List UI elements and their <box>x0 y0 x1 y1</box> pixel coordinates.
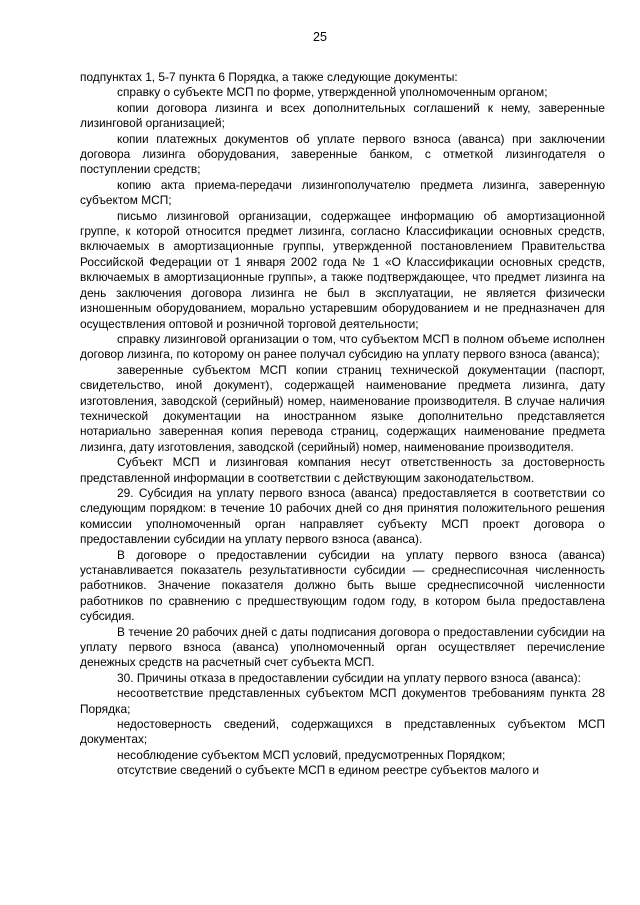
list-item-refusal-unreliable: недостоверность сведений, содержащихся в представленных субъектом МСП документах; <box>80 717 605 747</box>
paragraph-continuation: подпунктах 1, 5-7 пункта 6 Порядка, а также следующие документы: <box>80 70 458 84</box>
list-item-leasing-letter: письмо лизинговой организации, содержащее информацию об амортизационной группе, к которой относится предмет лизинга, согласно Классификации основных средств, включаемых в амортизационные группы, утвержденной постановлением Правительства Российской Федерации от 1 января 2002 года № 1 «О Классификации основных средств, включаемых в амортизационные группы», а также подтверждающее, что предмет лизинга на день заключения договора лизинга не был в эксплуатации, не является физически изношенным оборудованием, морально устаревшим оборудованием и не предназначен для осуществления оптовой и розничной торговой деятельности; <box>80 208 605 331</box>
page-number: 25 <box>313 30 327 44</box>
paragraph-responsibility: Субъект МСП и лизинговая компания несут ответственность за достоверность представленной информации в соответствии с действующим законодательством. <box>80 455 605 485</box>
list-item-acceptance-act: копию акта приема-передачи лизингополучателю предмета лизинга, заверенную субъектом МСП; <box>80 177 605 208</box>
list-item-msp-certificate: справку о субъекте МСП по форме, утвержденной уполномоченным органом; <box>117 85 548 100</box>
document-body <box>80 70 605 779</box>
list-item-leasing-contract-copies: копии договора лизинга и всех дополнительных соглашений к нему, заверенные лизинговой организацией; <box>80 100 605 131</box>
paragraph-clause-30: 30. Причины отказа в предоставлении субсидии на уплату первого взноса (аванса): <box>117 670 581 685</box>
list-item-refusal-noncompliance: несоблюдение субъектом МСП условий, предусмотренных Порядком; <box>117 747 506 762</box>
list-item-refusal-registry: отсутствие сведений о субъекте МСП в едином реестре субъектов малого и <box>117 763 540 778</box>
paragraph-clause-29: 29. Субсидия на уплату первого взноса (аванса) предоставляется в соответствии со следующим порядком: в течение 10 рабочих дней со дня принятия положительного решения комиссии уполномоченный орган направляет субъекту МСП проект договора о предоставлении субсидии на уплату первого взноса (аванса). <box>80 485 605 547</box>
list-item-technical-documentation: заверенные субъектом МСП копии страниц технической документации (паспорт, свидетельство, иной документ), содержащей наименование предмета лизинга, дату изготовления, заводской (серийный) номер, наименование производителя. В случае наличия технической документации на иностранном языке дополнительно представляется нотариально заверенная копия перевода страниц, содержащих наименование предмета лизинга, дату изготовления, заводской (серийный) номер, наименование производителя. <box>80 362 605 454</box>
paragraph-transfer-of-funds: В течение 20 рабочих дней с даты подписания договора о предоставлении субсидии на уплату первого взноса (аванса) уполномоченный орган осуществляет перечисление денежных средств на расчетный счет субъекта МСП. <box>80 624 605 670</box>
list-item-payment-documents: копии платежных документов об уплате первого взноса (аванса) при заключении договора лизинга оборудования, заверенные банком, с отметкой лизингодателя о поступлении средств; <box>80 131 605 177</box>
list-item-leasing-certificate: справку лизинговой организации о том, что субъектом МСП в полном объеме исполнен договор лизинга, по которому он ранее получал субсидию на уплату первого взноса (аванса); <box>80 331 605 362</box>
paragraph-performance-indicator: В договоре о предоставлении субсидии на уплату первого взноса (аванса) устанавливается показатель результативности субсидии — среднесписочная численность работников. Значение показателя должно быть выше среднесписочной численности работников по сравнению с предшествующим годом году, в котором была предоставлена субсидия. <box>80 547 605 624</box>
list-item-refusal-mismatch: несоответствие представленных субъектом МСП документов требованиям пункта 28 Порядка; <box>80 686 605 716</box>
